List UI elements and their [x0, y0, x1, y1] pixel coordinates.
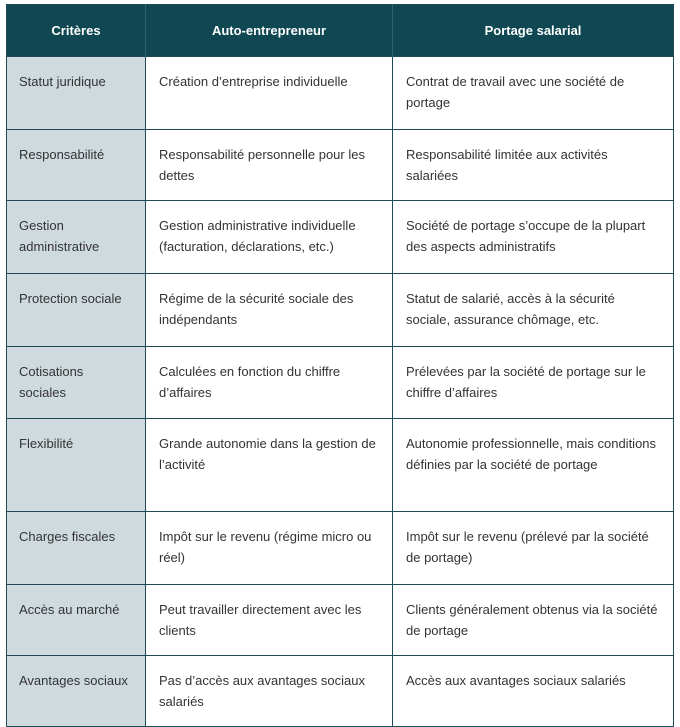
auto-entrepreneur-cell: Responsabilité personnelle pour les dettes: [146, 130, 393, 201]
auto-entrepreneur-cell: Régime de la sécurité sociale des indépendants: [146, 274, 393, 347]
criterion-cell: Protection sociale: [7, 274, 146, 347]
auto-entrepreneur-cell: Peut travailler directement avec les clients: [146, 585, 393, 656]
auto-entrepreneur-cell: Grande autonomie dans la gestion de l’activité: [146, 419, 393, 512]
table-row: [7, 57, 674, 130]
portage-salarial-cell: Clients généralement obtenus via la société de portage: [393, 585, 674, 656]
portage-salarial-cell: Prélevées par la société de portage sur le chiffre d’affaires: [393, 347, 674, 419]
criterion-cell: Responsabilité: [7, 130, 146, 201]
criterion-cell: Cotisations sociales: [7, 347, 146, 419]
portage-salarial-cell: Statut de salarié, accès à la sécurité sociale, assurance chômage, etc.: [393, 274, 674, 347]
portage-salarial-cell: Accès aux avantages sociaux salariés: [393, 656, 674, 727]
header-auto-entrepreneur: Auto-entrepreneur: [146, 5, 393, 57]
table-row: [7, 274, 674, 347]
table-row: [7, 512, 674, 585]
auto-entrepreneur-cell: Impôt sur le revenu (régime micro ou réel): [146, 512, 393, 585]
header-portage-salarial: Portage salarial: [393, 5, 674, 57]
portage-salarial-cell: Autonomie professionnelle, mais conditions définies par la société de portage: [393, 419, 674, 512]
table-row: [7, 201, 674, 274]
table-row: [7, 347, 674, 419]
table-row: [7, 419, 674, 512]
criterion-cell: Charges fiscales: [7, 512, 146, 585]
table-row: [7, 585, 674, 656]
criterion-cell: Gestion administrative: [7, 201, 146, 274]
auto-entrepreneur-cell: Gestion administrative individuelle (facturation, déclarations, etc.): [146, 201, 393, 274]
portage-salarial-cell: Société de portage s’occupe de la plupart des aspects administratifs: [393, 201, 674, 274]
portage-salarial-cell: Contrat de travail avec une société de portage: [393, 57, 674, 130]
criterion-cell: Avantages sociaux: [7, 656, 146, 727]
auto-entrepreneur-cell: Création d’entreprise individuelle: [146, 57, 393, 130]
table-header-row: [7, 5, 674, 57]
header-criteria: Critères: [7, 5, 146, 57]
comparison-table: [6, 4, 674, 727]
table-row: [7, 656, 674, 727]
criterion-cell: Statut juridique: [7, 57, 146, 130]
portage-salarial-cell: Impôt sur le revenu (prélevé par la société de portage): [393, 512, 674, 585]
auto-entrepreneur-cell: Pas d’accès aux avantages sociaux salariés: [146, 656, 393, 727]
comparison-table-container: [6, 4, 673, 727]
table-row: [7, 130, 674, 201]
auto-entrepreneur-cell: Calculées en fonction du chiffre d’affaires: [146, 347, 393, 419]
portage-salarial-cell: Responsabilité limitée aux activités salariées: [393, 130, 674, 201]
criterion-cell: Flexibilité: [7, 419, 146, 512]
criterion-cell: Accès au marché: [7, 585, 146, 656]
